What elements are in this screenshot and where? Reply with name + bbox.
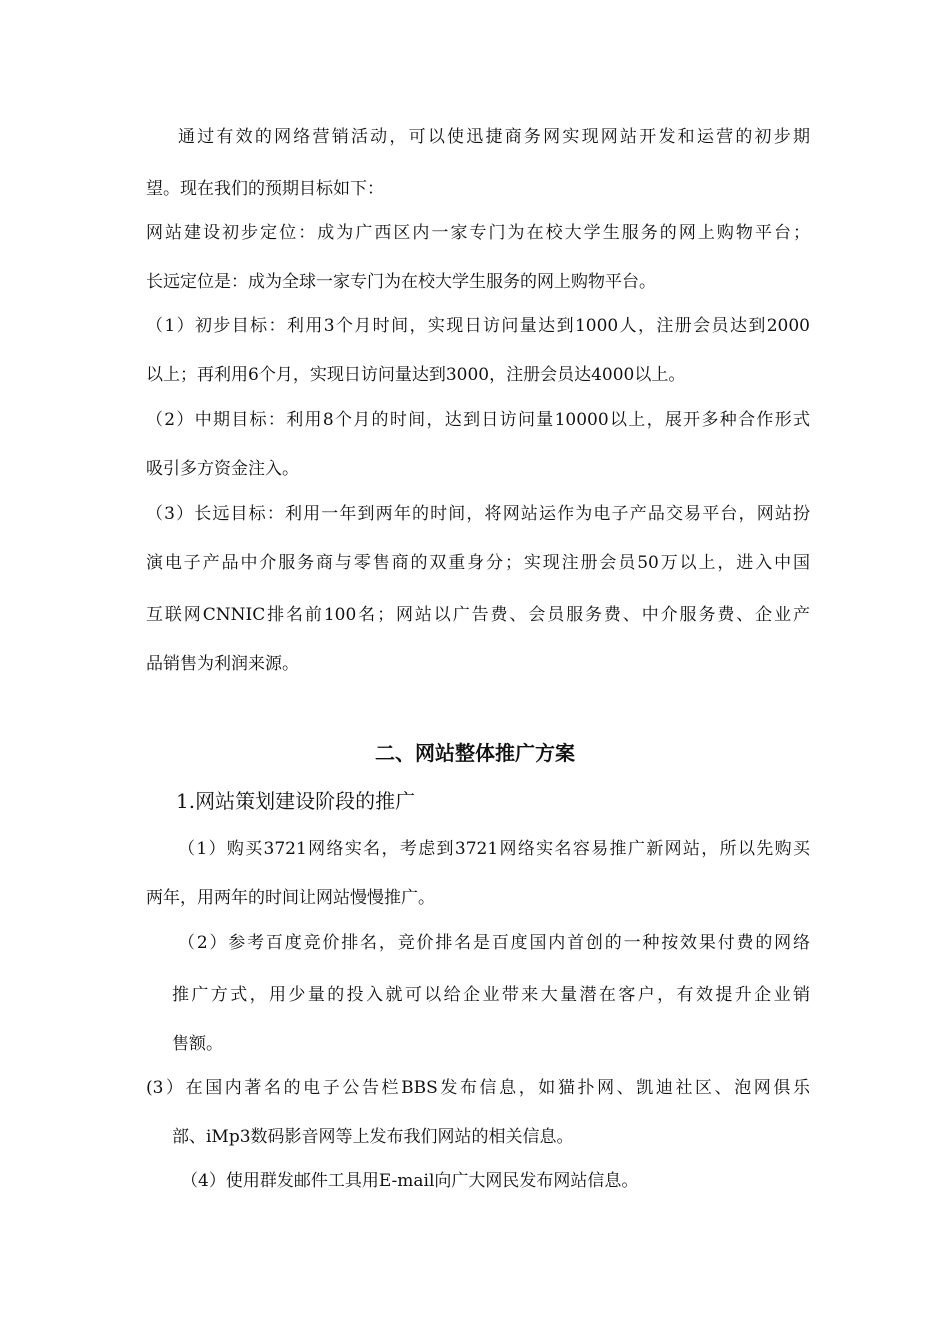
promotion-item4-line-1: （4）使用群发邮件工具用E-mail向广大网民发布网站信息。 <box>181 1171 639 1191</box>
paragraph-goal1-line-2: 以上；再利用6个月，实现日访问量达到3000，注册会员达4000以上。 <box>146 365 686 385</box>
promotion-item3-line-1: (3）在国内著名的电子公告栏BBS发布信息，如猫扑网、凯迪社区、泡网俱乐 <box>146 1078 810 1098</box>
section-heading: 二、网站整体推广方案 <box>375 741 575 765</box>
paragraph-goal2-line-1: （2）中期目标：利用8个月的时间，达到日访问量10000以上，展开多种合作形式 <box>146 410 810 430</box>
paragraph-goal2-line-2: 吸引多方资金注入。 <box>146 459 299 479</box>
paragraph-goal3-line-1: （3）长远目标：利用一年到两年的时间，将网站运作为电子产品交易平台，网站扮 <box>146 504 810 524</box>
promotion-item2-line-2: 推广方式，用少量的投入就可以给企业带来大量潜在客户，有效提升企业销 <box>172 985 810 1005</box>
promotion-item1-line-1: （1）购买3721网络实名，考虑到3721网络实名容易推广新网站，所以先购买 <box>178 839 810 859</box>
subsection-heading: 1.网站策划建设阶段的推广 <box>176 789 416 813</box>
paragraph-position-line-1: 网站建设初步定位：成为广西区内一家专门为在校大学生服务的网上购物平台； <box>146 223 810 243</box>
paragraph-goal3-line-2: 演电子产品中介服务商与零售商的双重身分；实现注册会员50万以上，进入中国 <box>146 553 810 573</box>
paragraph-intro-line-1: 通过有效的网络营销活动，可以使迅捷商务网实现网站开发和运营的初步期 <box>178 127 810 147</box>
promotion-item1-line-2: 两年，用两年的时间让网站慢慢推广。 <box>146 888 435 908</box>
promotion-item2-line-3: 售额。 <box>172 1034 223 1054</box>
paragraph-position-line-2: 长远定位是：成为全球一家专门为在校大学生服务的网上购物平台。 <box>146 272 656 292</box>
paragraph-goal3-line-3: 互联网CNNIC排名前100名；网站以广告费、会员服务费、中介服务费、企业产 <box>146 605 810 625</box>
paragraph-goal3-line-4: 品销售为利润来源。 <box>146 654 299 674</box>
paragraph-intro-line-2: 望。现在我们的预期目标如下： <box>146 179 384 199</box>
promotion-item2-line-1: （2）参考百度竞价排名，竞价排名是百度国内首创的一种按效果付费的网络 <box>178 933 810 953</box>
paragraph-goal1-line-1: （1）初步目标：利用3个月时间，实现日访问量达到1000人，注册会员达到2000 <box>146 316 810 336</box>
promotion-item3-line-2: 部、iMp3数码影音网等上发布我们网站的相关信息。 <box>172 1127 574 1147</box>
